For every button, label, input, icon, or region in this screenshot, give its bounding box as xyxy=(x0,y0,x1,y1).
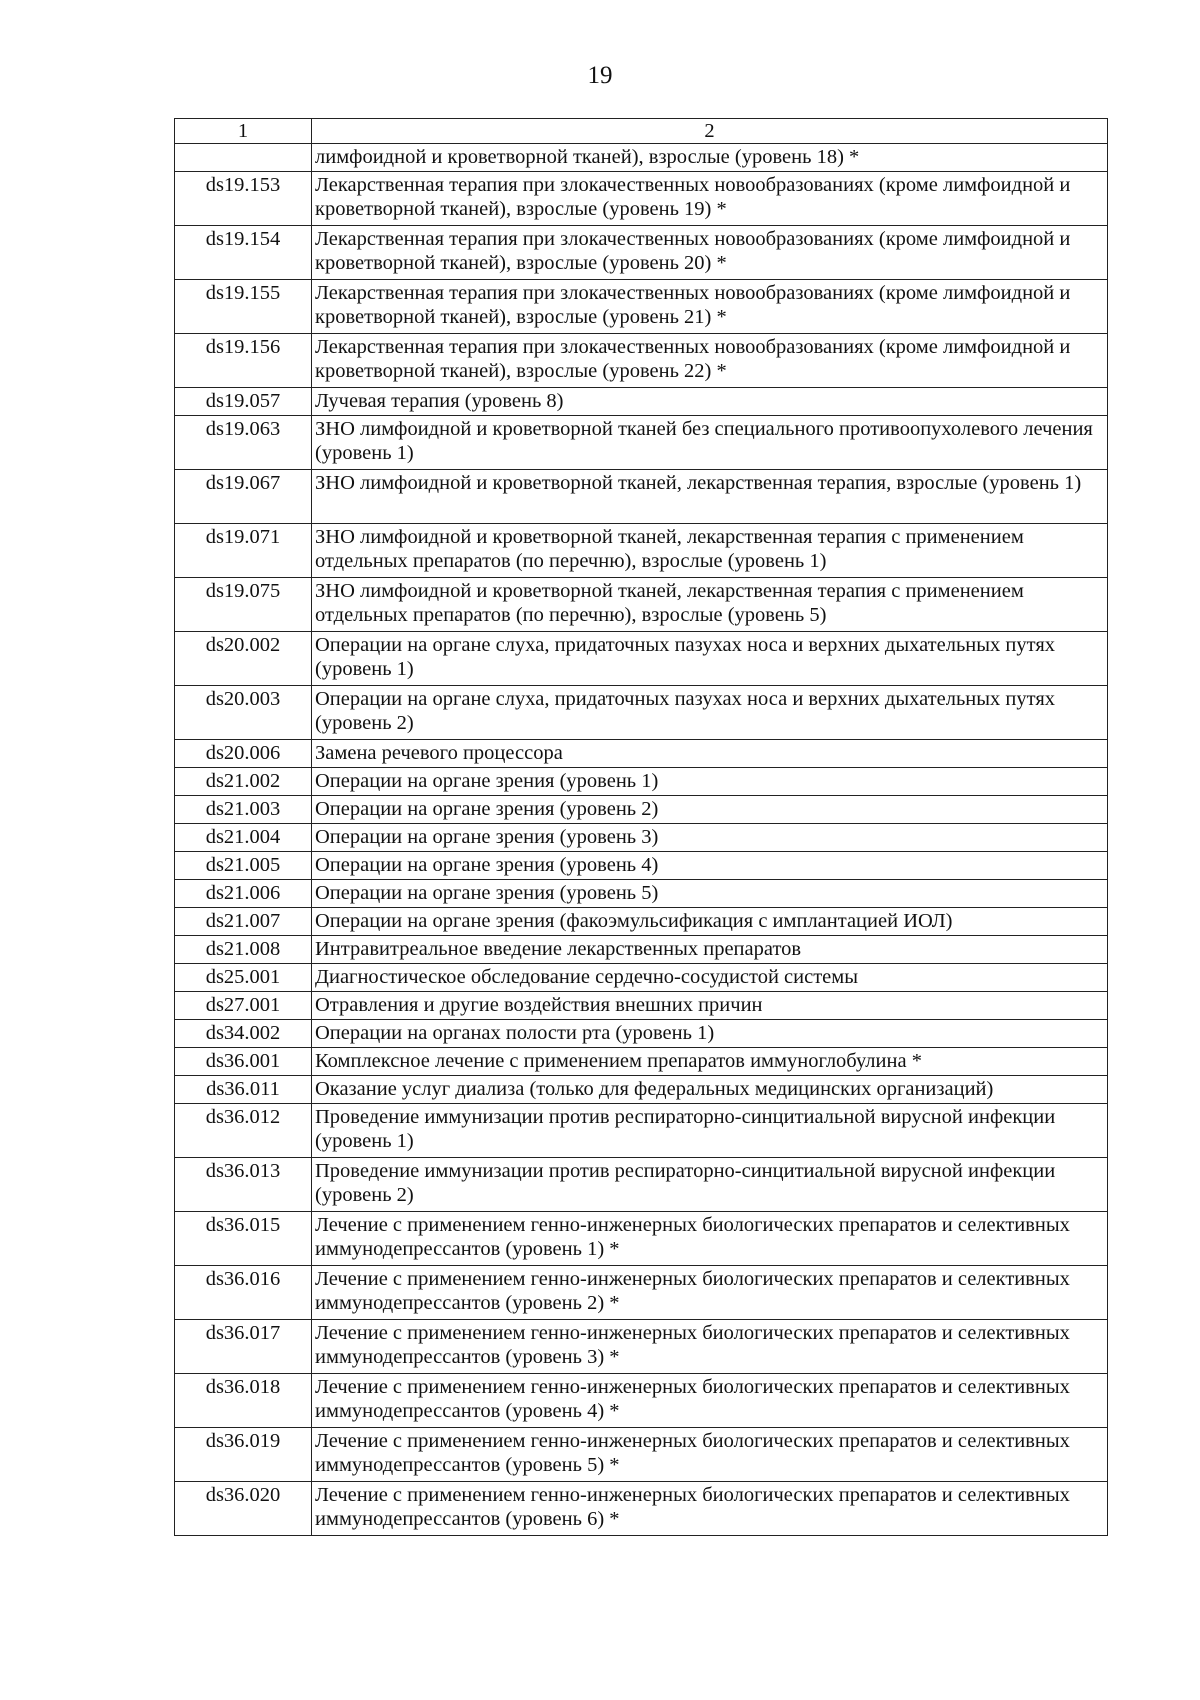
row-description: Лекарственная терапия при злокачественных новообразованиях (кроме лимфоидной и кроветворной тканей), взрослые (уровень 21) * xyxy=(312,280,1108,334)
row-code: ds21.003 xyxy=(175,796,312,824)
table-row xyxy=(175,768,1108,796)
table-row xyxy=(175,936,1108,964)
row-description: Замена речевого процессора xyxy=(312,740,1108,768)
row-description: Лучевая терапия (уровень 8) xyxy=(312,388,1108,416)
row-description: Лечение с применением генно-инженерных биологических препаратов и селективных иммунодепрессантов (уровень 5) * xyxy=(312,1428,1108,1482)
row-code: ds21.002 xyxy=(175,768,312,796)
row-description: Операции на органе зрения (уровень 1) xyxy=(312,768,1108,796)
table-row xyxy=(175,578,1108,632)
table-row xyxy=(175,1374,1108,1428)
row-description: Лекарственная терапия при злокачественных новообразованиях (кроме лимфоидной и кроветворной тканей), взрослые (уровень 20) * xyxy=(312,226,1108,280)
table-row xyxy=(175,880,1108,908)
table-row xyxy=(175,416,1108,470)
row-description: Проведение иммунизации против респираторно-синцитиальной вирусной инфекции (уровень 2) xyxy=(312,1158,1108,1212)
row-code: ds36.019 xyxy=(175,1428,312,1482)
table-row xyxy=(175,1020,1108,1048)
row-description: Лечение с применением генно-инженерных биологических препаратов и селективных иммунодепрессантов (уровень 2) * xyxy=(312,1266,1108,1320)
row-code: ds19.057 xyxy=(175,388,312,416)
row-code: ds36.012 xyxy=(175,1104,312,1158)
row-description: Операции на органе зрения (уровень 3) xyxy=(312,824,1108,852)
row-code: ds19.071 xyxy=(175,524,312,578)
row-code: ds19.155 xyxy=(175,280,312,334)
row-code: ds34.002 xyxy=(175,1020,312,1048)
column-header-code: 1 xyxy=(175,119,312,144)
row-code: ds21.005 xyxy=(175,852,312,880)
row-code: ds19.067 xyxy=(175,470,312,524)
table-row xyxy=(175,1076,1108,1104)
table-row xyxy=(175,632,1108,686)
table-row xyxy=(175,686,1108,740)
table-row xyxy=(175,172,1108,226)
row-code: ds36.015 xyxy=(175,1212,312,1266)
row-description: Операции на органах полости рта (уровень 1) xyxy=(312,1020,1108,1048)
row-description: Проведение иммунизации против респираторно-синцитиальной вирусной инфекции (уровень 1) xyxy=(312,1104,1108,1158)
row-code: ds20.006 xyxy=(175,740,312,768)
row-description: Лекарственная терапия при злокачественных новообразованиях (кроме лимфоидной и кроветворной тканей), взрослые (уровень 19) * xyxy=(312,172,1108,226)
table-row xyxy=(175,334,1108,388)
page-number: 19 xyxy=(587,62,613,89)
row-description: ЗНО лимфоидной и кроветворной тканей без специального противоопухолевого лечения (уровень 1) xyxy=(312,416,1108,470)
row-description: Лечение с применением генно-инженерных биологических препаратов и селективных иммунодепрессантов (уровень 3) * xyxy=(312,1320,1108,1374)
table-row xyxy=(175,796,1108,824)
table-row xyxy=(175,1158,1108,1212)
row-description: Операции на органе слуха, придаточных пазухах носа и верхних дыхательных путях (уровень 2) xyxy=(312,686,1108,740)
row-description: Лекарственная терапия при злокачественных новообразованиях (кроме лимфоидной и кроветворной тканей), взрослые (уровень 22) * xyxy=(312,334,1108,388)
row-code: ds19.153 xyxy=(175,172,312,226)
row-code: ds36.001 xyxy=(175,1048,312,1076)
table-row xyxy=(175,524,1108,578)
table-row xyxy=(175,992,1108,1020)
table-row xyxy=(175,1482,1108,1536)
row-code xyxy=(175,144,312,172)
row-description: Комплексное лечение с применением препаратов иммуноглобулина * xyxy=(312,1048,1108,1076)
row-description: Лечение с применением генно-инженерных биологических препаратов и селективных иммунодепрессантов (уровень 1) * xyxy=(312,1212,1108,1266)
codes-table xyxy=(174,118,1108,1536)
row-code: ds36.013 xyxy=(175,1158,312,1212)
row-description: ЗНО лимфоидной и кроветворной тканей, лекарственная терапия с применением отдельных препаратов (по перечню), взрослые (уровень 5) xyxy=(312,578,1108,632)
row-code: ds20.003 xyxy=(175,686,312,740)
table-row xyxy=(175,144,1108,172)
row-description: Операции на органе слуха, придаточных пазухах носа и верхних дыхательных путях (уровень 1) xyxy=(312,632,1108,686)
row-code: ds36.018 xyxy=(175,1374,312,1428)
table-row xyxy=(175,852,1108,880)
row-code: ds36.011 xyxy=(175,1076,312,1104)
table-row xyxy=(175,1048,1108,1076)
table-row xyxy=(175,226,1108,280)
row-code: ds36.017 xyxy=(175,1320,312,1374)
table-header-row xyxy=(175,119,1108,144)
table-row xyxy=(175,1428,1108,1482)
row-code: ds25.001 xyxy=(175,964,312,992)
row-code: ds20.002 xyxy=(175,632,312,686)
table-row xyxy=(175,964,1108,992)
row-description: ЗНО лимфоидной и кроветворной тканей, лекарственная терапия с применением отдельных препаратов (по перечню), взрослые (уровень 1) xyxy=(312,524,1108,578)
table-row xyxy=(175,1104,1108,1158)
row-description: лимфоидной и кроветворной тканей), взрослые (уровень 18) * xyxy=(312,144,1108,172)
table-row xyxy=(175,740,1108,768)
row-description: Интравитреальное введение лекарственных препаратов xyxy=(312,936,1108,964)
table-row xyxy=(175,388,1108,416)
table-row xyxy=(175,1320,1108,1374)
row-code: ds27.001 xyxy=(175,992,312,1020)
row-description: Операции на органе зрения (уровень 2) xyxy=(312,796,1108,824)
table-body xyxy=(175,144,1108,1536)
row-description: Оказание услуг диализа (только для федеральных медицинских организаций) xyxy=(312,1076,1108,1104)
row-code: ds19.156 xyxy=(175,334,312,388)
table-row xyxy=(175,1212,1108,1266)
table-row xyxy=(175,824,1108,852)
row-description: Лечение с применением генно-инженерных биологических препаратов и селективных иммунодепрессантов (уровень 4) * xyxy=(312,1374,1108,1428)
row-description: Диагностическое обследование сердечно-сосудистой системы xyxy=(312,964,1108,992)
row-code: ds21.006 xyxy=(175,880,312,908)
row-description: Операции на органе зрения (уровень 4) xyxy=(312,852,1108,880)
row-description: Операции на органе зрения (уровень 5) xyxy=(312,880,1108,908)
table-row xyxy=(175,470,1108,524)
row-code: ds36.016 xyxy=(175,1266,312,1320)
row-code: ds21.004 xyxy=(175,824,312,852)
row-code: ds36.020 xyxy=(175,1482,312,1536)
table-row xyxy=(175,908,1108,936)
column-header-description: 2 xyxy=(312,119,1108,144)
row-description: ЗНО лимфоидной и кроветворной тканей, лекарственная терапия, взрослые (уровень 1) xyxy=(312,470,1108,524)
row-code: ds19.075 xyxy=(175,578,312,632)
table-row xyxy=(175,1266,1108,1320)
row-code: ds21.007 xyxy=(175,908,312,936)
row-description: Отравления и другие воздействия внешних причин xyxy=(312,992,1108,1020)
row-description: Операции на органе зрения (факоэмульсификация с имплантацией ИОЛ) xyxy=(312,908,1108,936)
row-code: ds21.008 xyxy=(175,936,312,964)
row-code: ds19.063 xyxy=(175,416,312,470)
row-description: Лечение с применением генно-инженерных биологических препаратов и селективных иммунодепрессантов (уровень 6) * xyxy=(312,1482,1108,1536)
row-code: ds19.154 xyxy=(175,226,312,280)
table-row xyxy=(175,280,1108,334)
